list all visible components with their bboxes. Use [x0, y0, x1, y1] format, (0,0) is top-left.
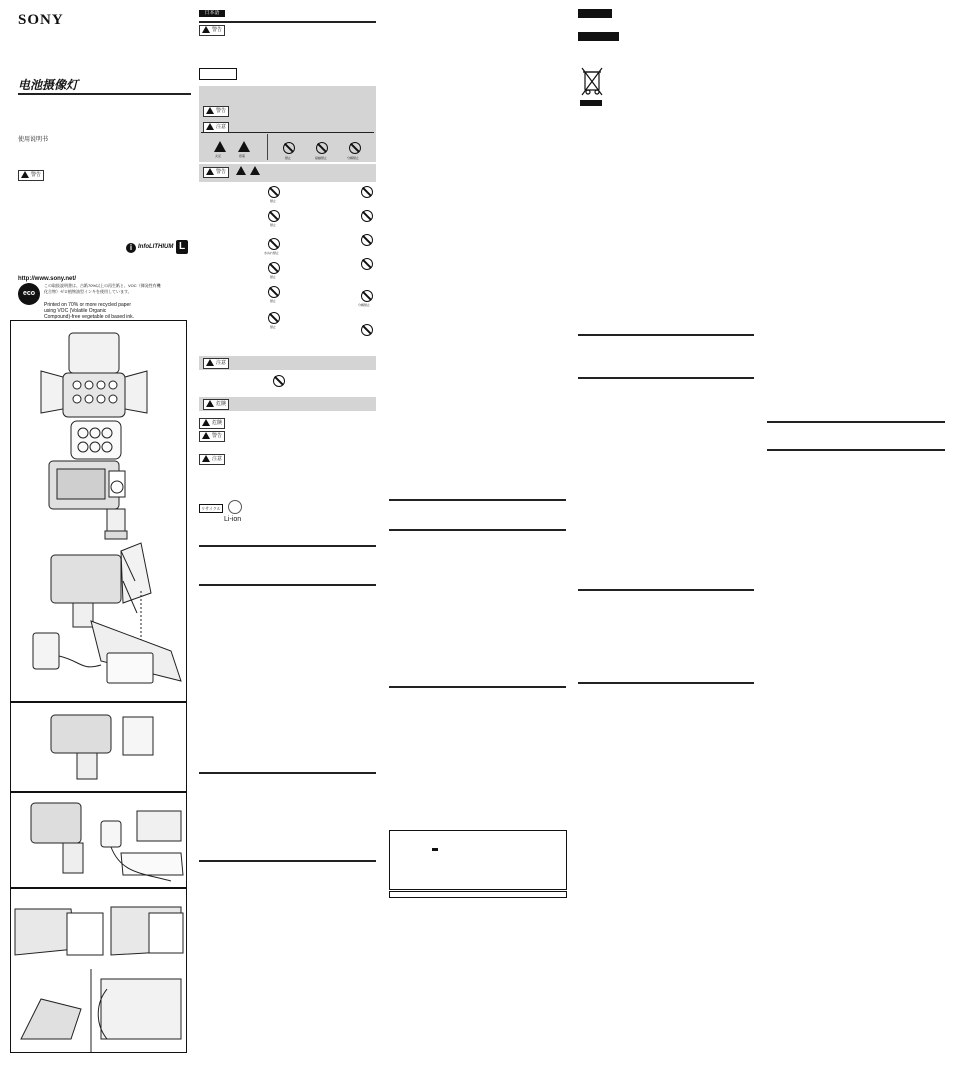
- figure-panel-charger: [10, 792, 187, 888]
- notice-box: [389, 830, 567, 890]
- title-rule: [18, 93, 191, 95]
- section-tab-2: [578, 32, 619, 41]
- prohibit-icon: [361, 186, 373, 198]
- danger-badge-2: 危険: [199, 418, 225, 429]
- eco-logo: eco: [18, 283, 40, 305]
- eco-text-en-1: Printed on 70% or more recycled paper: [44, 302, 131, 308]
- figure-panel-mount: [10, 888, 187, 1053]
- notice-footer-bar: [389, 891, 567, 898]
- grey-block-rule: [201, 132, 374, 133]
- shock-icon: [238, 141, 250, 152]
- caution-badge-1: 注意: [203, 122, 229, 133]
- col2-rule-1: [199, 545, 376, 547]
- prohibit-icon: [361, 234, 373, 246]
- notice-icon: [432, 848, 438, 851]
- section-box: [199, 68, 237, 80]
- eco-text-en-2: using VOC (Volatile Organic: [44, 308, 107, 314]
- sony-url: http://www.sony.net/: [18, 276, 76, 282]
- col2-rule-2: [199, 584, 376, 586]
- prohibit-icon: [361, 210, 373, 222]
- recycle-tag: リサイクル: [199, 504, 223, 513]
- warning-badge-4: 警告: [203, 167, 229, 178]
- col3-rule-3: [389, 686, 566, 688]
- caution-badge-2: 注意: [203, 358, 229, 369]
- japanese-tab: 日本語: [199, 10, 225, 17]
- sony-logo: SONY: [18, 12, 64, 28]
- col2-rule-4: [199, 860, 376, 862]
- prohibit-icon: [268, 286, 280, 298]
- water-prohibit-icon: [268, 238, 280, 250]
- prohibit-icon: [268, 210, 280, 222]
- prohibit-icon: [361, 324, 373, 336]
- hazard-icon-pair: [236, 166, 246, 175]
- warning-badge-3: 警告: [203, 106, 229, 117]
- no-disassemble-icon: [361, 290, 373, 302]
- prohibit-icon: [268, 262, 280, 274]
- info-icon: i: [126, 243, 136, 253]
- prohibit-icon: [268, 186, 280, 198]
- battery-illustration: [11, 703, 186, 791]
- infolithium-logo: [126, 242, 192, 256]
- eco-text-ja: この取扱説明書は、古紙70%以上の再生紙と、VOC（揮発性有機化合物）ゼロ植物油型インキを使用しています。: [44, 283, 161, 294]
- section-tab-1: [578, 9, 612, 18]
- col4-rule-2: [578, 377, 754, 379]
- shock-label: 感電: [239, 154, 246, 158]
- col2-top-rule: [199, 21, 376, 23]
- no-disassemble-icon: [349, 142, 361, 154]
- no-touch-icon: [316, 142, 328, 154]
- eco-text-en-3: Compound)-free vegetable oil based ink.: [44, 314, 135, 320]
- fire-icon: [214, 141, 226, 152]
- prohibit-icon: [268, 312, 280, 324]
- parts-illustration: [11, 321, 186, 701]
- fire-label: 火災: [215, 154, 222, 158]
- col5-rule-1: [767, 421, 945, 423]
- figure-panel-parts: [10, 320, 187, 702]
- prohibit-icon: [361, 258, 373, 270]
- page-title: 电池摄像灯: [18, 78, 79, 92]
- warning-badge: 警告: [18, 170, 44, 181]
- col2-rule-3: [199, 772, 376, 774]
- col4-rule-4: [578, 682, 754, 684]
- recycle-icon: [228, 500, 242, 514]
- series-l-badge: L: [176, 240, 188, 254]
- warning-badge-5: 警告: [199, 431, 225, 442]
- grey-divider: [267, 134, 268, 160]
- manual-label: 使用说明书: [18, 137, 49, 143]
- col5-rule-2: [767, 449, 945, 451]
- col3-rule-2: [389, 529, 566, 531]
- figure-panel-battery: [10, 702, 187, 792]
- col4-rule-3: [578, 589, 754, 591]
- prohibit-icon: [283, 142, 295, 154]
- warning-icon: [21, 171, 29, 178]
- col4-rule-1: [578, 334, 754, 336]
- liion-text: Li-ion: [224, 516, 242, 523]
- weee-bar: [580, 100, 602, 106]
- warning-badge-2: 警告: [199, 25, 225, 36]
- caution-badge-3: 注意: [199, 454, 225, 465]
- charger-illustration: [11, 793, 186, 887]
- col3-rule-1: [389, 499, 566, 501]
- mount-illustration: [11, 889, 186, 1052]
- prohibit-icon: [273, 375, 285, 387]
- weee-bin-icon: [580, 66, 604, 96]
- infolithium-text: InfoLITHIUM: [138, 244, 174, 250]
- danger-badge-1: 危険: [203, 399, 229, 410]
